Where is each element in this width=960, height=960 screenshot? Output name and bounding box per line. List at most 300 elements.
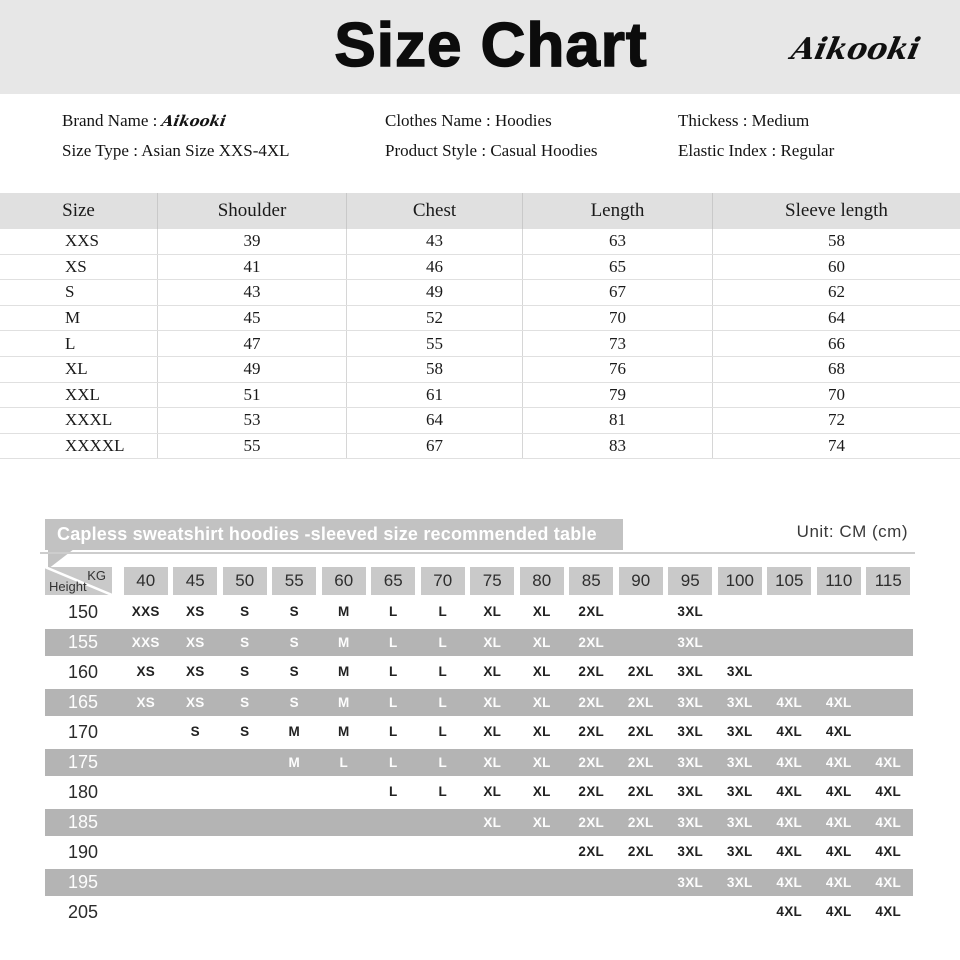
size-cell: L (339, 755, 349, 770)
value-cell: 61 (347, 383, 523, 408)
brand-logo: Aikooki (788, 32, 924, 67)
info-value: Hoodies (495, 111, 552, 130)
size-cell (369, 837, 419, 867)
size-cell: L (388, 724, 398, 739)
size-cell: S (240, 664, 250, 679)
size-cell: 2XL (627, 815, 654, 830)
size-cell: 4XL (776, 755, 803, 770)
size-cell: 2XL (578, 724, 605, 739)
size-cell: L (388, 755, 398, 770)
size-cell: 4XL (825, 904, 852, 919)
size-cell: L (388, 784, 398, 799)
table-row (0, 331, 960, 357)
value-cell: 55 (158, 434, 347, 459)
size-cell: L (438, 635, 448, 650)
size-cell: S (240, 695, 250, 710)
size-cell: 4XL (825, 695, 852, 710)
size-cell (220, 777, 270, 807)
size-cell (121, 837, 171, 867)
size-cell: XL (532, 604, 551, 619)
size-cell: 2XL (627, 695, 654, 710)
value-cell: 58 (347, 357, 523, 382)
size-cell: M (337, 724, 350, 739)
info-label: Clothes Name (385, 111, 482, 130)
size-cell: 2XL (627, 664, 654, 679)
size-cell (468, 897, 518, 927)
size-cell: XL (532, 695, 551, 710)
size-cell (270, 897, 320, 927)
size-cell (715, 629, 765, 656)
info-value: Casual Hoodies (490, 141, 598, 160)
weight-header: 100 (718, 567, 762, 595)
size-cell: 2XL (578, 664, 605, 679)
size-cell: 3XL (677, 695, 704, 710)
value-cell: 55 (347, 331, 523, 356)
recommend-row (45, 657, 913, 687)
size-cell: XS (185, 664, 205, 679)
size-cell: L (388, 604, 398, 619)
size-cell (567, 897, 617, 927)
recommend-row (45, 627, 913, 657)
size-cell: XXS (131, 635, 160, 650)
size-cell: 2XL (627, 724, 654, 739)
value-cell: 70 (523, 306, 713, 331)
size-cell: 2XL (578, 755, 605, 770)
value-cell: 49 (347, 280, 523, 305)
column-header: Size (0, 193, 158, 229)
weight-header: 115 (866, 567, 910, 595)
weight-header: 90 (619, 567, 663, 595)
size-cell (171, 869, 221, 896)
size-cell: XS (185, 635, 205, 650)
size-table-header-row (0, 193, 960, 229)
info-item (62, 141, 290, 161)
size-cell: S (289, 635, 299, 650)
size-cell: 4XL (776, 695, 803, 710)
size-cell (369, 809, 419, 836)
size-cell: 2XL (578, 695, 605, 710)
info-label: Brand Name (62, 111, 149, 130)
column-header: Length (523, 193, 713, 229)
size-label: XXS (0, 229, 158, 254)
value-cell: 76 (523, 357, 713, 382)
size-cell: XL (483, 815, 502, 830)
size-cell: L (438, 664, 448, 679)
value-cell: 70 (828, 384, 845, 404)
size-cell (616, 597, 666, 627)
value-cell: 39 (158, 229, 347, 254)
table-row (0, 280, 960, 306)
size-cell: XL (532, 635, 551, 650)
weights-header-row (45, 565, 913, 597)
size-cell: S (240, 635, 250, 650)
info-separator: : (148, 111, 162, 130)
size-cell: XL (483, 635, 502, 650)
size-cell: 2XL (578, 604, 605, 619)
size-cell (121, 717, 171, 747)
value-cell: 58 (828, 231, 845, 251)
value-cell: 73 (523, 331, 713, 356)
weight-header: 70 (421, 567, 465, 595)
size-cell: 2XL (627, 844, 654, 859)
size-cell: L (388, 695, 398, 710)
section-divider (40, 552, 915, 554)
value-cell: 83 (523, 434, 713, 459)
size-cell: 4XL (776, 815, 803, 830)
info-separator: : (128, 141, 142, 160)
size-cell: 3XL (677, 815, 704, 830)
info-separator: : (481, 111, 496, 130)
size-cell (319, 897, 369, 927)
info-item (385, 111, 552, 131)
size-cell (319, 837, 369, 867)
size-cell (616, 897, 666, 927)
info-value: Aikooki (160, 112, 228, 130)
value-cell: 60 (828, 256, 845, 276)
size-cell (468, 869, 518, 896)
height-value: 170 (67, 722, 99, 742)
value-cell: 45 (158, 306, 347, 331)
recommend-row (45, 777, 913, 807)
info-label: Thickess (678, 111, 739, 130)
size-cell: 3XL (677, 664, 704, 679)
value-cell: 64 (347, 408, 523, 433)
table-row (0, 408, 960, 434)
size-cell: 4XL (875, 844, 902, 859)
table-row (0, 383, 960, 409)
size-cell (616, 869, 666, 896)
size-cell (270, 777, 320, 807)
info-item (62, 111, 228, 131)
column-header: Sleeve length (785, 200, 888, 221)
size-cell: 3XL (726, 695, 753, 710)
size-cell: XL (532, 724, 551, 739)
info-label: Product Style (385, 141, 478, 160)
recommend-table (45, 565, 913, 927)
size-cell: 3XL (726, 784, 753, 799)
size-cell: 3XL (677, 875, 704, 890)
size-cell: 4XL (875, 784, 902, 799)
info-separator: : (477, 141, 491, 160)
value-cell: 72 (828, 410, 845, 430)
size-cell (369, 897, 419, 927)
recommend-row (45, 807, 913, 837)
size-cell (814, 597, 864, 627)
weight-header: 105 (767, 567, 811, 595)
value-cell: 41 (158, 255, 347, 280)
size-cell: 4XL (825, 784, 852, 799)
size-cell: M (337, 664, 350, 679)
size-cell (864, 657, 914, 687)
size-cell (864, 597, 914, 627)
info-value: Regular (780, 141, 835, 160)
size-cell: 3XL (677, 635, 704, 650)
size-cell (765, 657, 815, 687)
value-cell: 66 (828, 333, 845, 353)
size-cell (418, 869, 468, 896)
size-cell: 3XL (726, 875, 753, 890)
size-cell: 4XL (776, 904, 803, 919)
size-cell: L (438, 784, 448, 799)
size-cell (319, 869, 369, 896)
weight-header: 85 (569, 567, 613, 595)
height-value: 175 (67, 752, 99, 772)
value-cell: 63 (523, 229, 713, 254)
table-row (0, 306, 960, 332)
recommend-title-banner (45, 519, 623, 550)
size-cell: M (337, 604, 350, 619)
size-cell (220, 897, 270, 927)
size-cell (418, 837, 468, 867)
size-cell: S (289, 604, 299, 619)
size-cell: S (240, 604, 250, 619)
value-cell: 65 (523, 255, 713, 280)
size-cell: 3XL (726, 755, 753, 770)
size-cell: XL (532, 784, 551, 799)
weight-header: 110 (817, 567, 861, 595)
size-cell: 4XL (776, 844, 803, 859)
size-cell: L (388, 635, 398, 650)
recommend-row (45, 837, 913, 867)
size-cell: 4XL (875, 875, 902, 890)
height-value: 180 (67, 782, 99, 802)
height-value: 195 (67, 872, 99, 892)
size-cell (220, 837, 270, 867)
size-cell (864, 689, 914, 716)
size-cell: 3XL (677, 784, 704, 799)
kg-height-corner (45, 567, 112, 595)
size-cell: 3XL (677, 604, 704, 619)
size-cell (171, 777, 221, 807)
table-row (0, 255, 960, 281)
size-cell: M (288, 755, 301, 770)
info-value: Medium (751, 111, 810, 130)
size-cell: S (190, 724, 200, 739)
size-label: XXXXL (0, 434, 158, 459)
weight-header: 80 (520, 567, 564, 595)
size-cell: M (337, 695, 350, 710)
size-cell: S (240, 724, 250, 739)
product-info (0, 94, 960, 193)
value-cell: 64 (828, 308, 845, 328)
size-cell (171, 837, 221, 867)
height-value: 185 (67, 812, 99, 832)
value-cell: 67 (523, 280, 713, 305)
table-row (0, 357, 960, 383)
size-cell (369, 869, 419, 896)
value-cell: 74 (828, 436, 845, 456)
size-cell (666, 897, 716, 927)
size-cell (171, 897, 221, 927)
size-cell (715, 597, 765, 627)
size-cell: XS (185, 695, 205, 710)
recommend-row (45, 597, 913, 627)
size-cell: 4XL (776, 784, 803, 799)
size-cell: XS (136, 695, 156, 710)
size-cell (418, 897, 468, 927)
size-cell: 4XL (825, 875, 852, 890)
weight-header: 45 (173, 567, 217, 595)
height-value: 190 (67, 842, 99, 862)
size-cell: XS (185, 604, 205, 619)
value-cell: 81 (523, 408, 713, 433)
recommend-row (45, 687, 913, 717)
unit-label: Unit: CM (cm) (796, 522, 908, 541)
recommend-row (45, 897, 913, 927)
value-cell: 43 (347, 229, 523, 254)
value-cell: 46 (347, 255, 523, 280)
value-cell: 47 (158, 331, 347, 356)
size-cell (121, 897, 171, 927)
value-cell: 62 (828, 282, 845, 302)
header-band (0, 0, 960, 94)
weight-header: 95 (668, 567, 712, 595)
size-cell: 2XL (578, 784, 605, 799)
page-title: Size Chart (334, 11, 648, 80)
size-cell (517, 837, 567, 867)
size-cell: XL (532, 755, 551, 770)
size-cell: 4XL (776, 724, 803, 739)
size-cell (864, 717, 914, 747)
info-item (385, 141, 598, 161)
size-cell: 3XL (677, 844, 704, 859)
info-label: Elastic Index (678, 141, 768, 160)
size-cell (171, 809, 221, 836)
recommend-row (45, 867, 913, 897)
size-cell: S (289, 664, 299, 679)
size-cell: XL (483, 724, 502, 739)
size-label: XL (0, 357, 158, 382)
weight-header: 65 (371, 567, 415, 595)
measurement-table (0, 193, 960, 459)
size-cell (765, 629, 815, 656)
size-cell (517, 869, 567, 896)
weight-header: 75 (470, 567, 514, 595)
column-header: Shoulder (158, 193, 347, 229)
size-cell: L (388, 664, 398, 679)
recommend-row (45, 747, 913, 777)
size-cell (171, 749, 221, 776)
size-cell: XL (483, 664, 502, 679)
value-cell: 68 (828, 359, 845, 379)
size-cell: 3XL (726, 724, 753, 739)
size-cell: XL (483, 695, 502, 710)
info-separator: : (738, 111, 752, 130)
size-cell (220, 869, 270, 896)
value-cell: 79 (523, 383, 713, 408)
size-cell: 2XL (578, 815, 605, 830)
size-cell: 3XL (726, 664, 753, 679)
size-cell (270, 837, 320, 867)
size-cell (121, 869, 171, 896)
size-cell (220, 809, 270, 836)
size-cell (270, 809, 320, 836)
size-label: M (0, 306, 158, 331)
value-cell: 49 (158, 357, 347, 382)
size-cell (517, 897, 567, 927)
size-cell (814, 657, 864, 687)
size-cell: 2XL (627, 784, 654, 799)
size-label: S (0, 280, 158, 305)
size-cell: 2XL (627, 755, 654, 770)
size-cell (616, 629, 666, 656)
value-cell: 67 (347, 434, 523, 459)
size-cell: 3XL (677, 724, 704, 739)
weight-header: 55 (272, 567, 316, 595)
size-cell (121, 777, 171, 807)
size-cell (121, 749, 171, 776)
size-cell (418, 809, 468, 836)
size-cell: L (438, 695, 448, 710)
size-label: XXXL (0, 408, 158, 433)
size-cell: XL (483, 755, 502, 770)
size-label: L (0, 331, 158, 356)
size-cell (468, 837, 518, 867)
info-value: Asian Size XXS-4XL (141, 141, 290, 160)
height-value: 165 (67, 692, 99, 712)
size-cell: 4XL (776, 875, 803, 890)
column-header: Chest (347, 193, 523, 229)
size-cell: M (337, 635, 350, 650)
size-cell: 3XL (726, 815, 753, 830)
size-cell: 3XL (677, 755, 704, 770)
recommend-title: Capless sweatshirt hoodies -sleeved size recommended table (57, 524, 597, 544)
size-cell: XL (483, 604, 502, 619)
size-cell: XS (136, 664, 156, 679)
size-cell: XL (483, 784, 502, 799)
value-cell: 52 (347, 306, 523, 331)
size-cell (715, 897, 765, 927)
size-cell (121, 809, 171, 836)
size-cell: L (438, 724, 448, 739)
info-separator: : (767, 141, 781, 160)
size-cell: 4XL (875, 755, 902, 770)
size-cell (319, 777, 369, 807)
size-cell: 2XL (578, 635, 605, 650)
size-cell (765, 597, 815, 627)
info-item (678, 141, 834, 161)
info-label: Size Type (62, 141, 129, 160)
value-cell: 43 (158, 280, 347, 305)
table-row (0, 229, 960, 255)
height-value: 205 (67, 902, 99, 922)
height-value: 150 (67, 602, 99, 622)
size-cell (864, 629, 914, 656)
weight-header: 50 (223, 567, 267, 595)
value-cell: 53 (158, 408, 347, 433)
size-cell: L (438, 604, 448, 619)
table-row (0, 434, 960, 460)
size-cell: 2XL (578, 844, 605, 859)
size-cell (270, 869, 320, 896)
size-cell (567, 869, 617, 896)
size-cell (220, 749, 270, 776)
size-cell: 3XL (726, 844, 753, 859)
size-cell: L (438, 755, 448, 770)
recommend-row (45, 717, 913, 747)
size-label: XXL (0, 383, 158, 408)
size-cell: XL (532, 664, 551, 679)
size-cell: XL (532, 815, 551, 830)
size-cell: S (289, 695, 299, 710)
size-cell: 4XL (825, 755, 852, 770)
size-cell: 4XL (825, 815, 852, 830)
size-cell: XXS (131, 604, 160, 619)
size-cell (319, 809, 369, 836)
size-cell (814, 629, 864, 656)
height-axis-label: Height (49, 579, 87, 594)
size-cell: 4XL (825, 844, 852, 859)
